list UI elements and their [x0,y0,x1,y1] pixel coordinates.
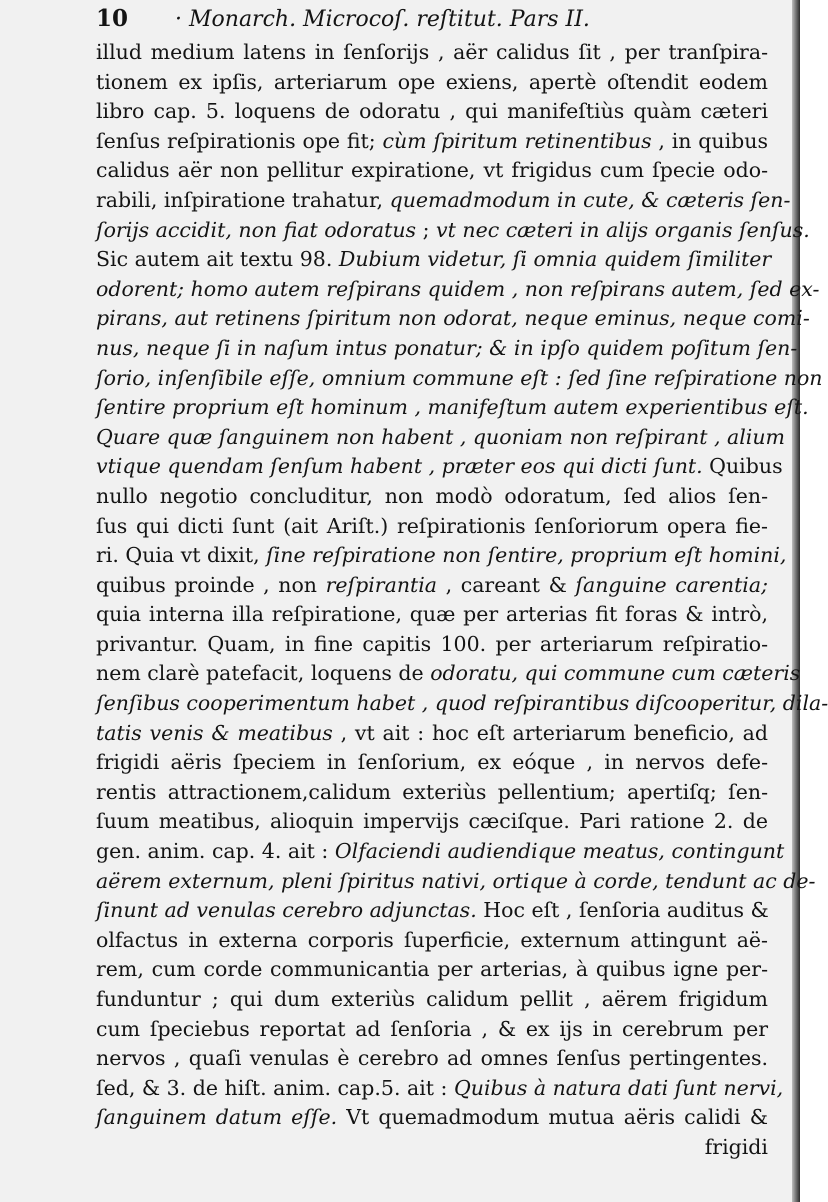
italic-quote-segment: Olfaciendi audiendique meatus, contingunt [334,839,785,864]
text-line [96,334,798,364]
text-segment: gen. anim. cap. 4. ait : [96,839,335,864]
text-line [96,482,768,512]
text-segment: rentis attractionem,calidum exteriùs pellentium; apertiſq; ſen- [96,779,768,804]
text-line [96,659,801,689]
text-segment: , in quibus [651,128,768,153]
text-line [96,985,768,1015]
text-line [96,571,768,601]
text-line [96,807,768,837]
italic-quote-segment: Dubium videtur, ſi omnia quidem ſimiliter [338,247,772,272]
text-segment: , careant & [437,572,576,597]
text-line [96,1103,768,1133]
italic-quote-segment: odoratu, qui commune cum cæteris [430,661,801,686]
italic-quote-segment: odorent; homo autem reſpirans quidem , non reſpirans autem, ſed ex- [96,276,820,301]
text-segment: privantur. Quam, in fine capitis 100. per arteriarum reſpiratio- [96,631,768,656]
italic-quote-segment: cùm ſpiritum retinentibus [382,128,652,153]
text-line [96,38,768,68]
text-line [96,216,810,246]
italic-quote-segment: ſorijs accidit, non fiat odoratus [96,217,417,242]
text-line [96,68,768,98]
text-line [96,955,768,985]
text-segment: ſus qui dicti ſunt (ait Ariſt.) reſpirationis ſenſoriorum opera fie- [96,513,768,538]
text-line [96,896,768,926]
text-segment: , vt ait : hoc eſt arteriarum beneficio, ad [332,720,768,745]
text-line [96,452,783,482]
text-line [96,1044,768,1074]
italic-quote-segment: nus, neque ſi in naſum intus ponatur; & in ipſo quidem poſitum ſen- [96,335,798,360]
text-line [96,245,772,275]
text-line [96,719,768,749]
text-line [96,364,823,394]
text-line [96,304,810,334]
text-line [96,156,768,186]
italic-quote-segment: reſpirantia [325,572,438,597]
text-segment: illud medium latens in ſenſorijs , aër calidus ſit , per tranſpira- [96,40,768,64]
text-line [96,275,820,305]
text-line [96,512,768,542]
text-line [96,748,768,778]
text-segment: tionem ex ipſis, arteriarum ope exiens, apertè oſtendit eodem [96,69,768,94]
binding-edge [792,0,800,1202]
text-line [96,541,787,571]
text-segment: libro cap. 5. loquens de odoratu , qui manifeſtiùs quàm cæteri [96,99,768,124]
italic-quote-segment: aërem externum, pleni ſpiritus nativi, ortique à corde, tendunt ac de- [96,868,816,893]
page-number: 10 [96,5,129,32]
text-segment: rabili, inſpiratione trahatur, [96,187,390,212]
text-segment: cum ſpeciebus reportat ad ſenſoria , & ex ijs in cerebrum per [96,1016,768,1041]
text-line [96,393,809,423]
text-line [96,689,828,719]
text-line [96,186,791,216]
text-segment: quibus proinde , non [96,572,326,597]
italic-quote-segment: vt nec cæteri in alijs organis ſenſus. [436,217,810,242]
text-line [96,1015,768,1045]
text-segment: Sic autem ait textu 98. [96,247,339,272]
italic-quote-segment: Quare quæ ſanguinem non habent , quoniam non reſpirant , alium [96,424,785,449]
italic-quote-segment: ſinunt ad venulas cerebro adjunctas. [96,898,477,923]
text-segment: nervos , quaſi venulas è cerebro ad omnes ſenſus pertingentes. [96,1046,768,1071]
text-segment: calidus aër non pellitur expiratione, vt frigidus cum ſpecie odo- [96,158,768,183]
text-block [96,38,828,1163]
italic-quote-segment: ſenſibus cooperimentum habet , quod reſpirantibus diſcooperitur, dila- [96,691,828,716]
text-line [96,423,785,453]
text-line [96,630,768,660]
text-segment: nullo negotio concluditur, non modò odoratum, ſed alios ſen- [96,483,768,508]
italic-quote-segment: quemadmodum in cute, & cæteris ſen- [389,187,791,212]
text-segment: ; [416,217,437,242]
text-segment: funduntur ; qui dum exteriùs calidum pellit , aërem frigidum [96,987,768,1011]
text-segment: ſenſus reſpirationis ope fit; [96,128,383,153]
text-segment: nem clarè patefacit, loquens de [96,661,431,686]
text-line [96,926,768,956]
italic-quote-segment: tatis venis & meatibus [96,720,333,745]
text-line [96,837,785,867]
text-segment: ri. Quia vt dixit, [96,543,267,568]
text-segment: Vt quemadmodum mutua aëris calidi & [337,1105,768,1130]
running-header [96,2,736,36]
text-line [96,600,768,630]
text-segment: quia interna illa reſpiratione, quæ per arterias fit foras & intrò, [96,602,768,627]
text-line [96,97,768,127]
italic-quote-segment: Quibus à natura dati ſunt nervi, [453,1075,784,1100]
italic-quote-segment: ſanguinem datum eſſe. [96,1105,338,1130]
italic-quote-segment: ſorio, inſenſibile eſſe, omnium commune eſt : ſed ſine reſpiratione non [96,365,823,390]
text-line [96,127,768,157]
italic-quote-segment: ſentire proprium eſt hominum , manifeſtum autem experientibus eſt. [96,395,809,420]
catchword: frigidi [704,1134,768,1159]
text-segment: olfactus in externa corporis ſuperficie, externum attingunt aë- [96,927,768,952]
italic-quote-segment: pirans, aut retinens ſpiritum non odorat, neque eminus, neque comi- [96,306,810,331]
text-line [96,867,816,897]
text-line [96,1074,784,1104]
text-segment: rem, cum corde communicantia per arterias, à quibus igne per- [96,957,768,982]
italic-quote-segment: vtique quendam ſenſum habent , præter eos qui dicti ſunt. [96,454,703,479]
text-segment: Hoc eſt , ſenſoria auditus & [476,898,769,923]
text-segment: Quibus [702,454,783,479]
italic-quote-segment: ſanguine carentia; [575,572,768,597]
text-segment: ſuum meatibus, alioquin impervijs cæciſque. Pari ratione 2. de [96,809,768,834]
running-title: · Monarch. Microcoſ. reſtitut. Pars II. [175,7,590,32]
text-segment: frigidi aëris ſpeciem in ſenſorium, ex eóque , in nervos defe- [96,750,768,775]
text-segment: ſed, & 3. de hiſt. anim. cap.5. ait : [96,1075,454,1100]
text-line [96,778,768,808]
italic-quote-segment: ſine reſpiratione non ſentire, proprium eſt homini, [266,543,787,568]
